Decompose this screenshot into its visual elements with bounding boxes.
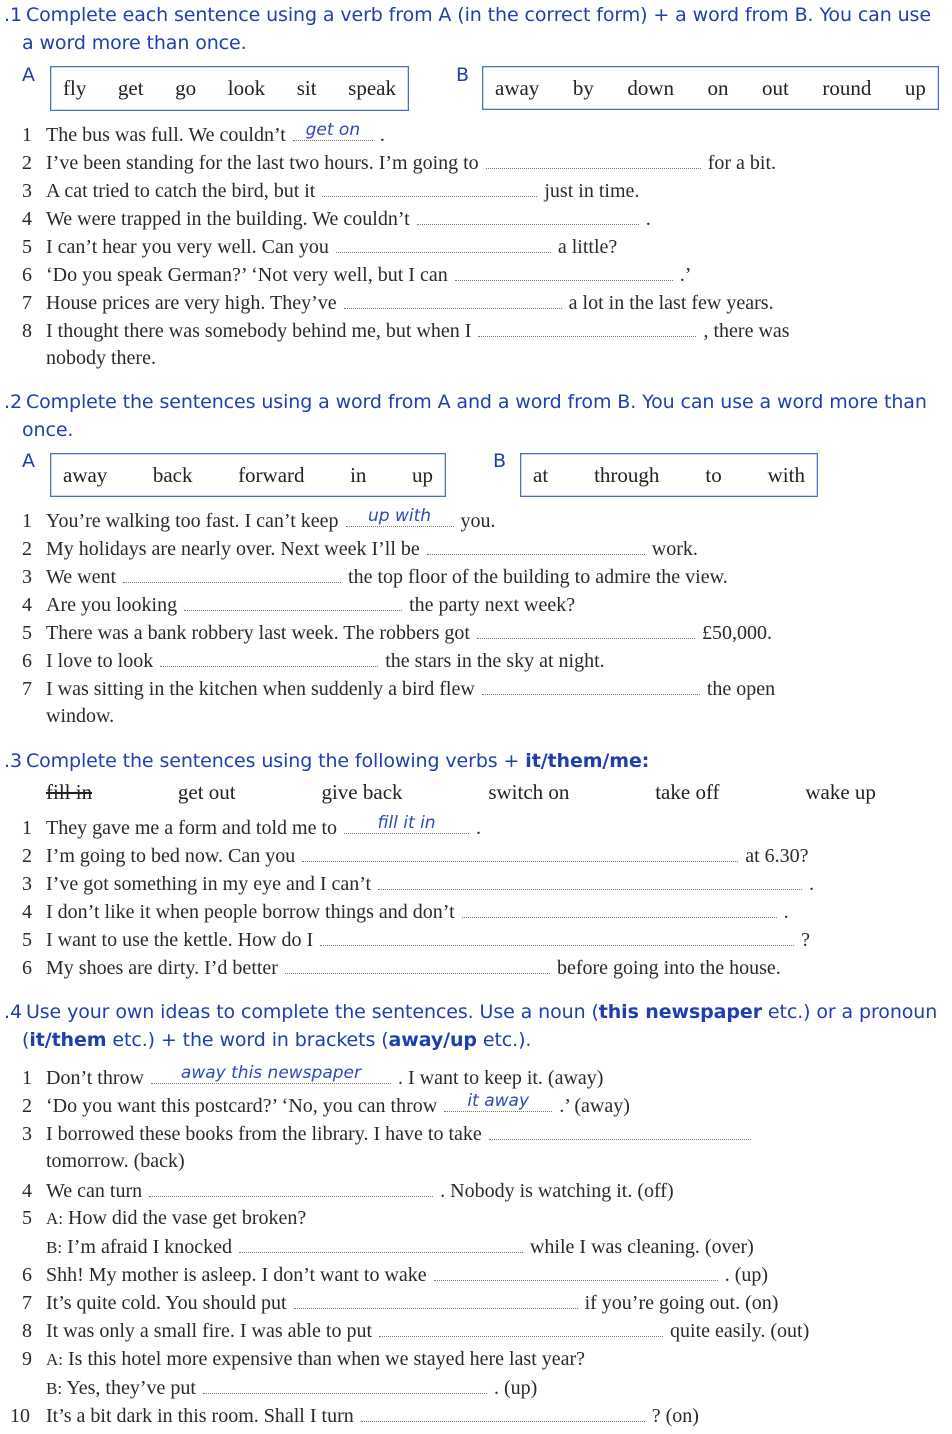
verb-list (46, 780, 876, 805)
word-option: get (117, 76, 144, 100)
answer-blank[interactable] (444, 1091, 552, 1112)
answer-blank[interactable] (160, 646, 378, 667)
exercise-item-continuation: window. (46, 705, 115, 727)
word-box-a (50, 453, 446, 497)
answer-blank[interactable] (417, 204, 639, 225)
exercise-item: 6 Shh! My mother is asleep. I don’t want to wake . (up) (22, 1260, 768, 1289)
answer-blank[interactable] (462, 897, 777, 918)
box-a-label: A (22, 64, 35, 86)
exercise-4-instruction: .4 Use your own ideas to complete the sentences. Use a noun (this newspaper etc.) or a pronoun (it/them etc.) + the word in brackets (away/up etc.). (4, 1001, 938, 1051)
exercise-item: 5 I can’t hear you very well. Can you a little? (22, 232, 617, 261)
answer-blank[interactable] (294, 1288, 578, 1309)
answer-blank[interactable] (344, 813, 469, 834)
box-b-label: B (456, 64, 470, 86)
exercise-1-instruction: .1 Complete each sentence using a verb from A (in the correct form) + a word from B. You can use a word more than once. (4, 4, 931, 54)
exercise-item: 4 We were trapped in the building. We couldn’t . (22, 204, 651, 233)
verb-option: wake up (805, 780, 876, 804)
speaker-label: B: (46, 1379, 63, 1398)
word-option: away (495, 75, 540, 100)
answer-blank[interactable] (293, 120, 373, 141)
word-option: to (705, 462, 722, 487)
word-option: back (152, 462, 193, 487)
exercise-item: 7 I was sitting in the kitchen when suddenly a bird flew the open (22, 674, 775, 703)
verb-option-used: fill in (46, 780, 93, 804)
answer-blank[interactable] (482, 674, 700, 695)
answer-handwritten: away this newspaper (180, 1063, 361, 1083)
answer-blank[interactable] (434, 1260, 718, 1281)
exercise-item: 4 Are you looking the party next week? (22, 590, 575, 619)
answer-blank[interactable] (302, 841, 738, 862)
exercise-item: 3 We went the top floor of the building to admire the view. (22, 562, 728, 591)
exercise-item-continuation: B: I’m afraid I knocked while I was cleaning. (over) (46, 1232, 754, 1262)
exercise-item: 2 ‘Do you want this postcard?’ ‘No, you can throw it away .’ (away) (22, 1091, 630, 1117)
speaker-label: A: (46, 1350, 63, 1369)
answer-handwritten: up with (368, 506, 432, 526)
word-option: at (533, 462, 549, 487)
exercise-item: 8 It was only a small fire. I was able to put quite easily. (out) (22, 1316, 809, 1345)
speaker-label: A: (46, 1209, 63, 1228)
answer-blank[interactable] (239, 1232, 523, 1253)
word-option: fly (63, 76, 87, 100)
exercise-item: 8 I thought there was somebody behind me, but when I , there was (22, 316, 790, 345)
answer-blank[interactable] (151, 1063, 391, 1084)
word-option: forward (238, 462, 305, 487)
word-option: round (822, 75, 872, 100)
answer-blank[interactable] (149, 1176, 433, 1197)
word-option: up (904, 75, 926, 100)
exercise-item-continuation: tomorrow. (back) (46, 1150, 185, 1172)
word-option: by (572, 75, 594, 100)
answer-blank[interactable] (486, 148, 701, 169)
answer-blank[interactable] (455, 260, 673, 281)
verb-option: get out (177, 780, 236, 804)
exercise-item: 6 My shoes are dirty. I’d better before going into the house. (22, 953, 781, 982)
word-option: in (350, 462, 367, 487)
answer-blank[interactable] (123, 562, 341, 583)
exercise-item: 3 I’ve got something in my eye and I can’t . (22, 869, 814, 898)
exercise-item: 1 You’re walking too fast. I can’t keep up with you. (22, 506, 496, 532)
answer-blank[interactable] (322, 176, 537, 197)
exercise-item: 10 It’s a bit dark in this room. Shall I turn ? (on) (10, 1401, 699, 1430)
exercise-item: 5 A: How did the vase get broken? (22, 1207, 307, 1229)
word-option: out (762, 75, 789, 100)
word-option: up (411, 462, 433, 487)
exercise-item-continuation: nobody there. (46, 347, 156, 369)
verb-option: give back (321, 780, 403, 804)
word-option: look (227, 76, 266, 100)
word-option: through (594, 462, 660, 487)
exercise-item: 2 My holidays are nearly over. Next week I’ll be work. (22, 534, 698, 563)
exercise-item: 2 I’m going to bed now. Can you at 6.30? (22, 841, 809, 870)
exercise-2-instruction: .2 Complete the sentences using a word from A and a word from B. You can use a word more than once. (4, 391, 927, 441)
answer-handwritten: get on (305, 120, 361, 140)
exercise-number: .2 (4, 391, 22, 413)
exercise-item-continuation: B: Yes, they’ve put . (up) (46, 1373, 537, 1403)
exercise-number: .3 (4, 750, 22, 772)
word-option: down (627, 75, 675, 100)
box-b-label: B (493, 450, 507, 472)
answer-blank[interactable] (378, 869, 802, 890)
word-option: go (175, 76, 197, 100)
exercise-item: 1 The bus was full. We couldn’t get on . (22, 120, 385, 146)
exercise-number: .1 (4, 4, 22, 26)
exercise-item: 9 A: Is this hotel more expensive than when we stayed here last year? (22, 1348, 586, 1370)
word-box-a (50, 66, 409, 111)
verb-option: take off (655, 780, 720, 804)
answer-blank[interactable] (336, 232, 551, 253)
exercise-item: 5 I want to use the kettle. How do I ? (22, 925, 810, 954)
answer-blank[interactable] (427, 534, 645, 555)
exercise-item: 3 A cat tried to catch the bird, but it just in time. (22, 176, 639, 205)
exercise-item: 5 There was a bank robbery last week. The robbers got £50,000. (22, 618, 772, 647)
answer-handwritten: fill it in (377, 813, 436, 833)
exercise-item: 3 I borrowed these books from the library. I have to take (22, 1119, 753, 1148)
answer-handwritten: it away (467, 1091, 529, 1111)
exercise-item: 1 They gave me a form and told me to fill it in . (22, 813, 482, 839)
exercise-3-instruction: .3 Complete the sentences using the following verbs + it/them/me: (4, 750, 650, 772)
word-option: away (63, 462, 108, 487)
box-a-label: A (22, 450, 35, 472)
word-option: with (767, 462, 805, 487)
answer-blank[interactable] (361, 1401, 645, 1422)
word-option: on (707, 75, 729, 100)
exercise-number: .4 (4, 1001, 22, 1023)
speaker-label: B: (46, 1238, 63, 1257)
answer-blank[interactable] (203, 1373, 487, 1394)
exercise-item: 4 We can turn . Nobody is watching it. (off) (22, 1176, 674, 1205)
answer-blank[interactable] (346, 506, 454, 527)
word-box-b (482, 66, 939, 110)
answer-blank[interactable] (320, 925, 794, 946)
exercise-item: 2 I’ve been standing for the last two hours. I’m going to for a bit. (22, 148, 776, 177)
word-box-b (520, 453, 818, 497)
answer-blank[interactable] (344, 288, 562, 309)
exercise-item: 1 Don’t throw away this newspaper . I want to keep it. (away) (22, 1063, 604, 1089)
answer-blank[interactable] (184, 590, 402, 611)
exercise-item: 4 I don’t like it when people borrow things and don’t . (22, 897, 789, 926)
answer-blank[interactable] (478, 316, 696, 337)
exercise-item: 7 House prices are very high. They’ve a lot in the last few years. (22, 288, 774, 317)
exercise-item: 7 It’s quite cold. You should put if you’re going out. (on) (22, 1288, 778, 1317)
answer-blank[interactable] (477, 618, 695, 639)
exercise-item: 6 ‘Do you speak German?’ ‘Not very well, but I can .’ (22, 260, 691, 289)
exercise-item: 6 I love to look the stars in the sky at night. (22, 646, 605, 675)
word-option: sit (296, 76, 317, 100)
answer-blank[interactable] (285, 953, 550, 974)
verb-option: switch on (488, 780, 570, 804)
answer-blank[interactable] (379, 1316, 663, 1337)
word-option: speak (348, 76, 396, 100)
answer-blank[interactable] (489, 1119, 751, 1140)
